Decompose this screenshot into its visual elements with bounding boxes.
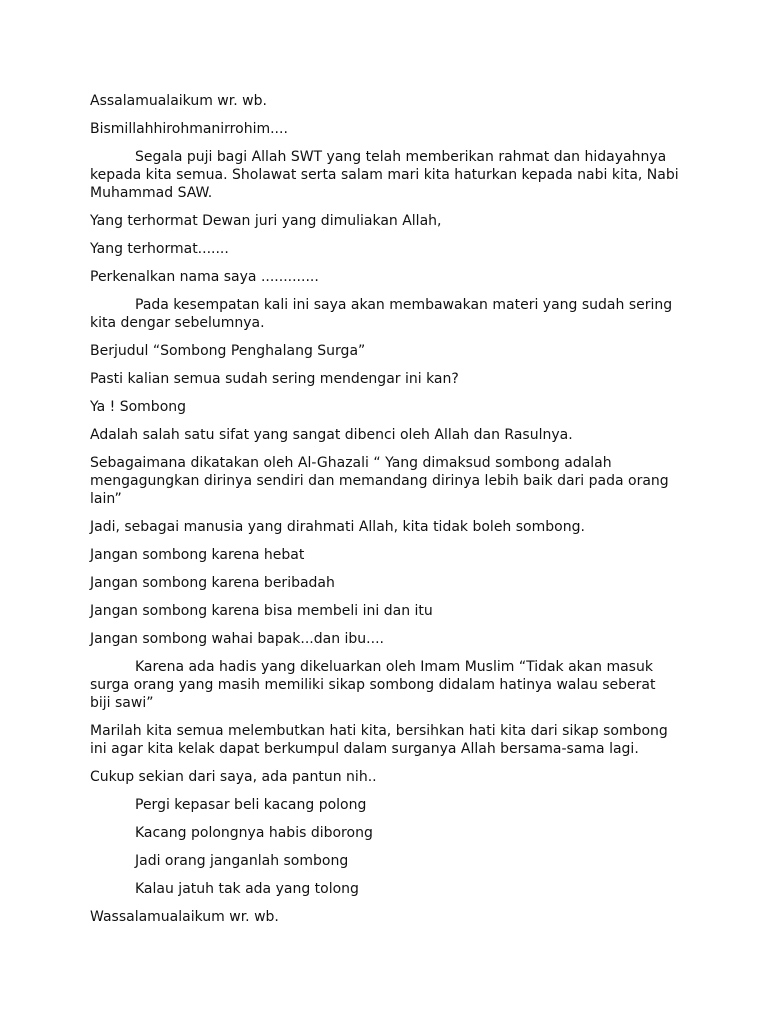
pantun-line: Kacang polongnya habis diborong	[135, 825, 373, 841]
hadith-quote: Karena ada hadis yang dikeluarkan oleh Imam Muslim “Tidak akan masuk surga orang yang masih memiliki sikap sombong didalam hatinya walau seberat biji sawi”	[90, 659, 656, 711]
basmalah: Bismillahhirohmanirrohim....	[90, 121, 288, 137]
list-item: Jangan sombong karena beribadah	[90, 575, 335, 591]
list-item: Jangan sombong wahai bapak...dan ibu....	[90, 631, 384, 647]
quote-al-ghazali: Sebagaimana dikatakan oleh Al-Ghazali “ Yang dimaksud sombong adalah mengagungkan dirinya sendiri dan memandang dirinya lebih baik dari pada orang lain”	[90, 455, 669, 507]
list-item: Jangan sombong karena hebat	[90, 547, 305, 563]
pantun-line: Jadi orang janganlah sombong	[135, 853, 349, 869]
opening-praise: Segala puji bagi Allah SWT yang telah memberikan rahmat dan hidayahnya kepada kita semua. Sholawat serta salam mari kita haturkan kepada nabi kita, Nabi Muhammad SAW.	[90, 149, 679, 201]
greeting-opening: Assalamualaikum wr. wb.	[90, 93, 267, 109]
closing-exhortation: Marilah kita semua melembutkan hati kita, bersihkan hati kita dari sikap sombong ini agar kita kelak dapat berkumpul dalam surganya Allah bersama-sama lagi.	[90, 723, 668, 757]
greeting-closing: Wassalamualaikum wr. wb.	[90, 909, 279, 925]
pantun-line: Pergi kepasar beli kacang polong	[135, 797, 367, 813]
body-paragraph: Pasti kalian semua sudah sering mendengar ini kan?	[90, 371, 459, 387]
document-page	[90, 92, 680, 936]
topic-intro: Pada kesempatan kali ini saya akan membawakan materi yang sudah sering kita dengar sebelumnya.	[90, 297, 673, 331]
body-paragraph: Jadi, sebagai manusia yang dirahmati Allah, kita tidak boleh sombong.	[90, 519, 585, 535]
introduction: Perkenalkan nama saya .............	[90, 269, 319, 285]
closing-remark: Cukup sekian dari saya, ada pantun nih..	[90, 769, 377, 785]
topic-title: Berjudul “Sombong Penghalang Surga”	[90, 343, 366, 359]
body-paragraph: Ya ! Sombong	[90, 399, 187, 415]
body-paragraph: Adalah salah satu sifat yang sangat dibenci oleh Allah dan Rasulnya.	[90, 427, 573, 443]
greeting-jury: Yang terhormat Dewan juri yang dimuliakan Allah,	[90, 213, 442, 229]
pantun-line: Kalau jatuh tak ada yang tolong	[135, 881, 359, 897]
list-item: Jangan sombong karena bisa membeli ini dan itu	[90, 603, 433, 619]
greeting-audience: Yang terhormat.......	[90, 241, 229, 257]
